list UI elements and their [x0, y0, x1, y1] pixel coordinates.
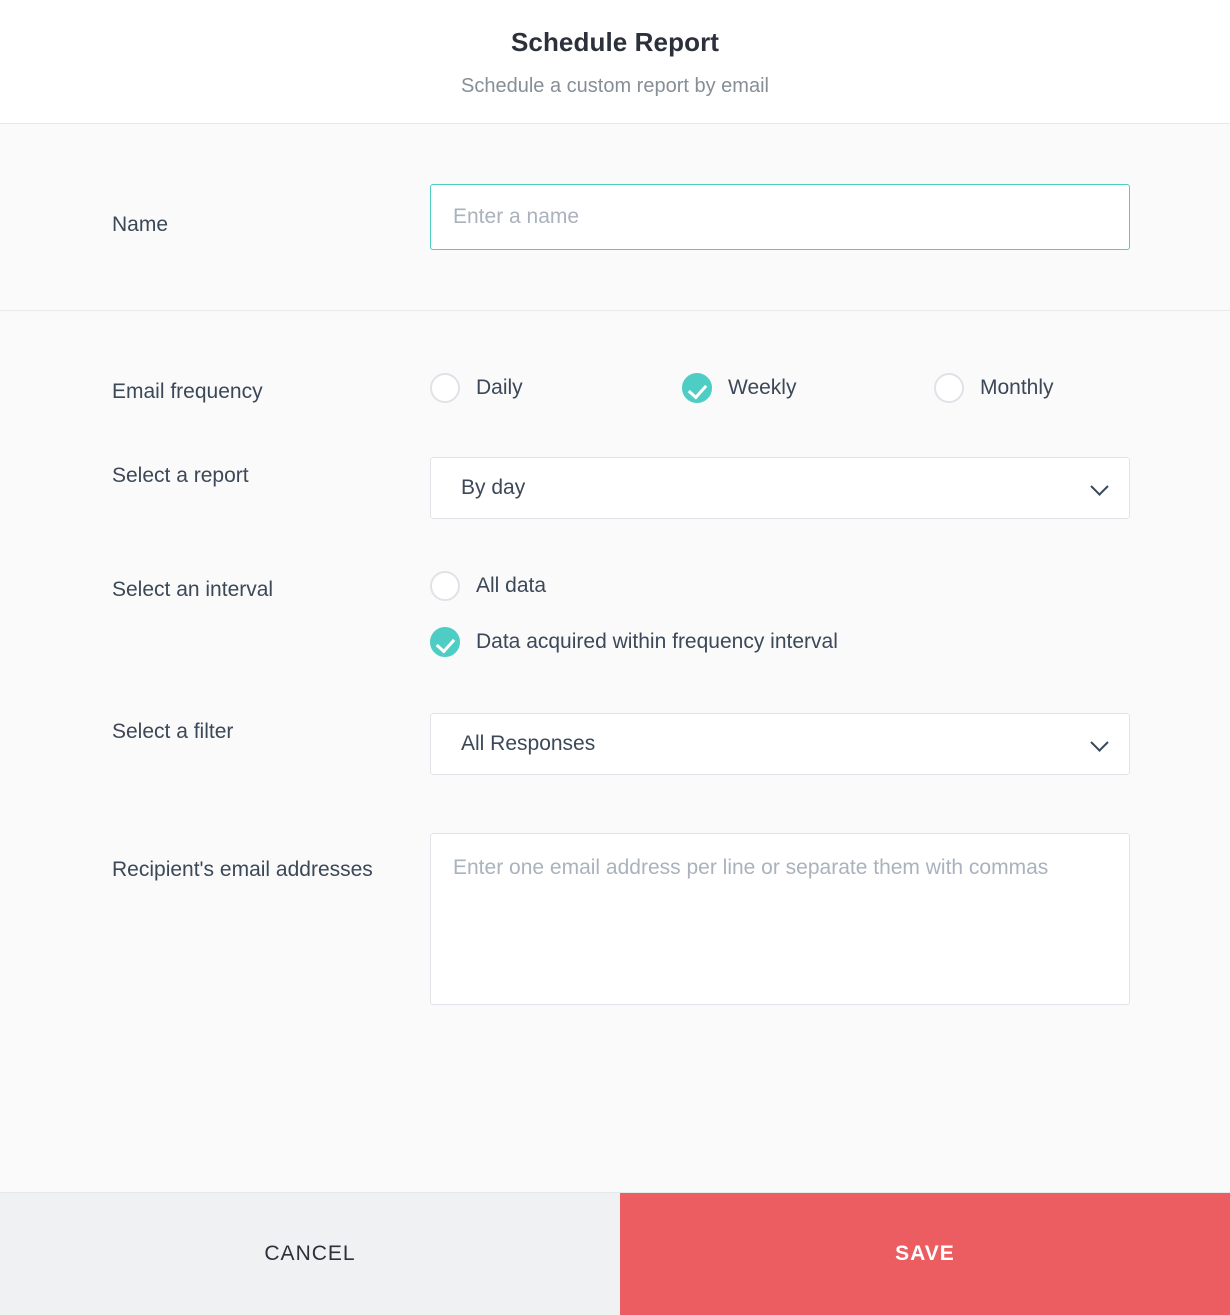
select-report-section	[0, 405, 1230, 519]
radio-frequency-daily-label: Daily	[476, 375, 523, 399]
select-filter-dropdown[interactable]	[430, 713, 1130, 775]
select-interval-row	[0, 571, 1230, 657]
recipients-control	[430, 833, 1130, 1010]
select-interval-control	[430, 571, 1130, 657]
dialog-header	[0, 0, 1230, 124]
radio-frequency-weekly[interactable]	[682, 373, 934, 403]
name-section	[0, 124, 1230, 311]
select-filter-section	[0, 657, 1230, 775]
recipients-label: Recipient's email addresses	[112, 858, 373, 882]
page-title: Schedule Report	[510, 27, 720, 57]
radio-frequency-daily[interactable]	[430, 373, 682, 403]
name-row	[0, 184, 1230, 250]
select-report-row	[0, 457, 1230, 519]
email-frequency-control	[430, 373, 1130, 403]
dialog-footer	[0, 1192, 1230, 1315]
select-filter-control	[430, 713, 1130, 775]
select-filter-label: Select a filter	[112, 720, 234, 744]
radio-checked-icon	[682, 373, 712, 403]
email-frequency-label: Email frequency	[112, 379, 263, 403]
email-frequency-section	[0, 311, 1230, 406]
name-control	[430, 184, 1130, 250]
radio-interval-all-data-label: All data	[476, 574, 547, 598]
select-filter-wrap	[430, 713, 1130, 775]
save-button[interactable]: SAVE	[620, 1193, 1230, 1315]
select-filter-row	[0, 713, 1230, 775]
select-filter-value: All Responses	[461, 732, 596, 756]
email-frequency-options	[430, 373, 1130, 403]
radio-frequency-weekly-label: Weekly	[728, 375, 797, 399]
cancel-button[interactable]: CANCEL	[0, 1193, 620, 1315]
dialog-body	[0, 124, 1230, 1192]
radio-unchecked-icon	[934, 373, 964, 403]
select-interval-section	[0, 519, 1230, 657]
name-input[interactable]	[430, 184, 1130, 250]
email-frequency-row	[0, 373, 1230, 406]
recipients-row	[0, 833, 1230, 1010]
radio-interval-within-frequency-label: Data acquired within frequency interval	[476, 630, 838, 654]
name-label: Name	[112, 212, 169, 236]
radio-frequency-monthly-label: Monthly	[980, 375, 1054, 399]
select-interval-options	[430, 571, 1130, 657]
select-report-label: Select a report	[112, 464, 249, 488]
radio-unchecked-icon	[430, 373, 460, 403]
page-subtitle: Schedule a custom report by email	[461, 74, 769, 97]
radio-interval-all-data[interactable]	[430, 571, 1130, 601]
select-report-dropdown[interactable]	[430, 457, 1130, 519]
radio-frequency-monthly[interactable]	[934, 373, 1054, 403]
select-report-value: By day	[461, 476, 526, 500]
select-report-wrap	[430, 457, 1130, 519]
radio-unchecked-icon	[430, 571, 460, 601]
recipients-section	[0, 775, 1230, 1080]
radio-checked-icon	[430, 627, 460, 657]
select-report-control	[430, 457, 1130, 519]
recipients-textarea[interactable]	[430, 833, 1130, 1005]
select-interval-label: Select an interval	[112, 578, 274, 602]
radio-interval-within-frequency[interactable]	[430, 627, 1130, 657]
